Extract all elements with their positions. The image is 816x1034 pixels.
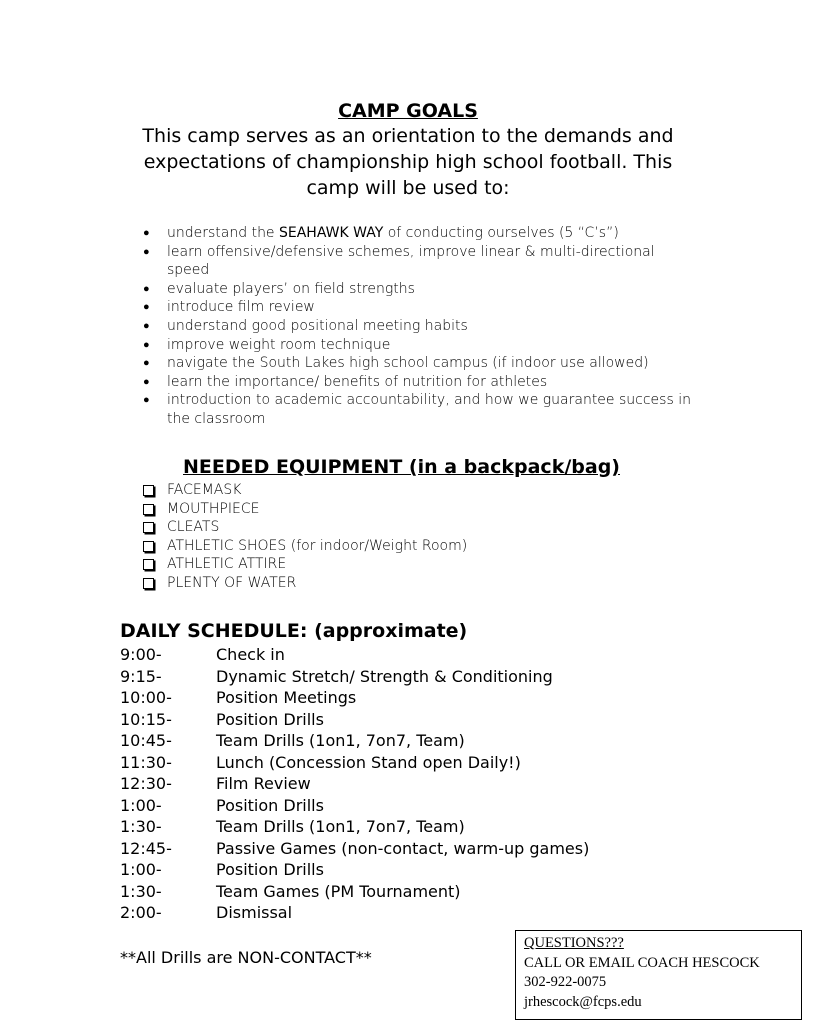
checkbox-icon xyxy=(143,504,154,515)
schedule-row xyxy=(120,687,640,709)
schedule-row xyxy=(120,816,640,838)
equipment-label: MOUTHPIECE xyxy=(167,500,260,517)
bullet-icon: ● xyxy=(143,393,150,407)
schedule-row xyxy=(120,752,640,774)
goal-text: navigate the South Lakes high school campus (if indoor use allowed) xyxy=(167,355,649,372)
schedule-time: 2:00- xyxy=(120,903,162,922)
camp-goals-list xyxy=(140,224,700,429)
checkbox-icon xyxy=(143,485,154,496)
schedule-row xyxy=(120,666,640,688)
contact-box xyxy=(515,930,802,1020)
bullet-icon: ● xyxy=(143,244,150,258)
contact-phone: 302-922-0075 xyxy=(524,974,607,990)
equipment-item xyxy=(142,481,622,500)
schedule-activity: Lunch (Concession Stand open Daily!) xyxy=(216,752,521,772)
equipment-item xyxy=(142,518,622,537)
schedule-activity: Position Drills xyxy=(216,795,324,815)
equipment-label: FACEMASK xyxy=(167,482,242,498)
schedule-time: 1:00- xyxy=(120,860,162,879)
schedule-time: 12:30- xyxy=(120,774,172,793)
camp-goals-title: CAMP GOALS xyxy=(338,100,478,122)
equipment-item xyxy=(142,574,622,593)
goal-item xyxy=(140,391,700,428)
schedule-row xyxy=(120,838,640,860)
equipment-list xyxy=(142,481,622,593)
schedule-activity: Passive Games (non-contact, warm-up games) xyxy=(216,838,590,858)
goal-item xyxy=(140,298,700,317)
equipment-label: ATHLETIC SHOES (for indoor/Weight Room) xyxy=(167,537,468,554)
bullet-icon: ● xyxy=(143,374,150,388)
goal-text: improve weight room technique xyxy=(167,336,391,353)
schedule-title: DAILY SCHEDULE: (approximate) xyxy=(120,620,468,642)
schedule-time: 10:45- xyxy=(120,731,172,750)
goal-item xyxy=(140,224,700,243)
equipment-item xyxy=(142,537,622,556)
schedule-activity: Position Drills xyxy=(216,860,324,879)
schedule-time: 1:30- xyxy=(120,817,162,836)
contact-email: jrhescock@fcps.edu xyxy=(524,993,642,1010)
goal-text: introduction to academic accountability, and how we guarantee success in the classroom xyxy=(167,392,691,427)
goal-item xyxy=(140,317,700,336)
bullet-icon: ● xyxy=(143,300,150,314)
goal-item xyxy=(140,336,700,355)
goal-text: learn offensive/defensive schemes, improve linear & multi-directional speed xyxy=(167,243,655,279)
goal-text: understand the xyxy=(167,225,279,241)
schedule-time: 11:30- xyxy=(120,752,172,772)
schedule-activity: Dismissal xyxy=(216,903,293,922)
schedule-row xyxy=(120,730,640,752)
schedule-activity: Team Games (PM Tournament) xyxy=(216,881,461,901)
goal-text: understand good positional meeting habits xyxy=(167,317,468,334)
schedule-row xyxy=(120,773,640,795)
goal-item xyxy=(140,354,700,373)
checkbox-icon xyxy=(143,541,154,552)
bullet-icon: ● xyxy=(143,281,150,295)
bullet-icon: ● xyxy=(143,226,150,239)
schedule-activity: Check in xyxy=(216,645,285,664)
schedule-list xyxy=(120,644,640,924)
equipment-label: CLEATS xyxy=(167,519,220,536)
goal-text: introduce film review xyxy=(167,299,315,316)
bullet-icon: ● xyxy=(143,337,150,351)
schedule-activity: Team Drills (1on1, 7on7, Team) xyxy=(216,817,465,836)
bullet-icon: ● xyxy=(143,356,150,370)
goal-item xyxy=(140,280,700,299)
goal-item xyxy=(140,243,700,280)
equipment-item xyxy=(142,555,622,574)
schedule-time: 1:30- xyxy=(120,881,162,901)
contact-line: CALL OR EMAIL COACH HESCOCK xyxy=(524,954,760,971)
schedule-row xyxy=(120,709,640,731)
schedule-row xyxy=(120,902,640,924)
schedule-activity: Dynamic Stretch/ Strength & Conditioning xyxy=(216,666,553,686)
schedule-time: 12:45- xyxy=(120,838,172,858)
contact-heading: QUESTIONS??? xyxy=(524,935,624,951)
schedule-time: 10:15- xyxy=(120,709,172,729)
schedule-activity: Position Meetings xyxy=(216,688,357,707)
schedule-row xyxy=(120,881,640,903)
schedule-row xyxy=(120,644,640,666)
equipment-label: PLENTY OF WATER xyxy=(167,574,297,591)
bullet-icon: ● xyxy=(143,318,150,332)
non-contact-note: **All Drills are NON-CONTACT** xyxy=(120,948,372,967)
equipment-label: ATHLETIC ATTIRE xyxy=(167,556,287,573)
schedule-activity: Team Drills (1on1, 7on7, Team) xyxy=(216,731,465,750)
schedule-time: 9:15- xyxy=(120,666,162,686)
schedule-time: 1:00- xyxy=(120,795,162,815)
schedule-activity: Position Drills xyxy=(216,709,324,729)
schedule-time: 9:00- xyxy=(120,645,162,664)
schedule-row xyxy=(120,859,640,881)
schedule-time: 10:00- xyxy=(120,688,172,707)
schedule-row xyxy=(120,795,640,817)
checkbox-icon xyxy=(143,522,154,533)
equipment-item xyxy=(142,500,622,519)
goal-emphasis: SEAHAWK WAY xyxy=(279,225,384,241)
checkbox-icon xyxy=(143,559,154,570)
goal-text: evaluate players’ on field strengths xyxy=(167,280,415,297)
equipment-title: NEEDED EQUIPMENT (in a backpack/bag) xyxy=(183,456,620,478)
goal-text: learn the importance/ benefits of nutrition for athletes xyxy=(167,373,548,390)
goal-text-tail: of conducting ourselves (5 “C’s”) xyxy=(383,225,619,241)
schedule-activity: Film Review xyxy=(216,774,311,793)
checkbox-icon xyxy=(143,578,154,589)
camp-goals-intro: This camp serves as an orientation to the demands and expectations of championship high school football. This camp will be used to: xyxy=(142,125,674,199)
goal-item xyxy=(140,373,700,392)
